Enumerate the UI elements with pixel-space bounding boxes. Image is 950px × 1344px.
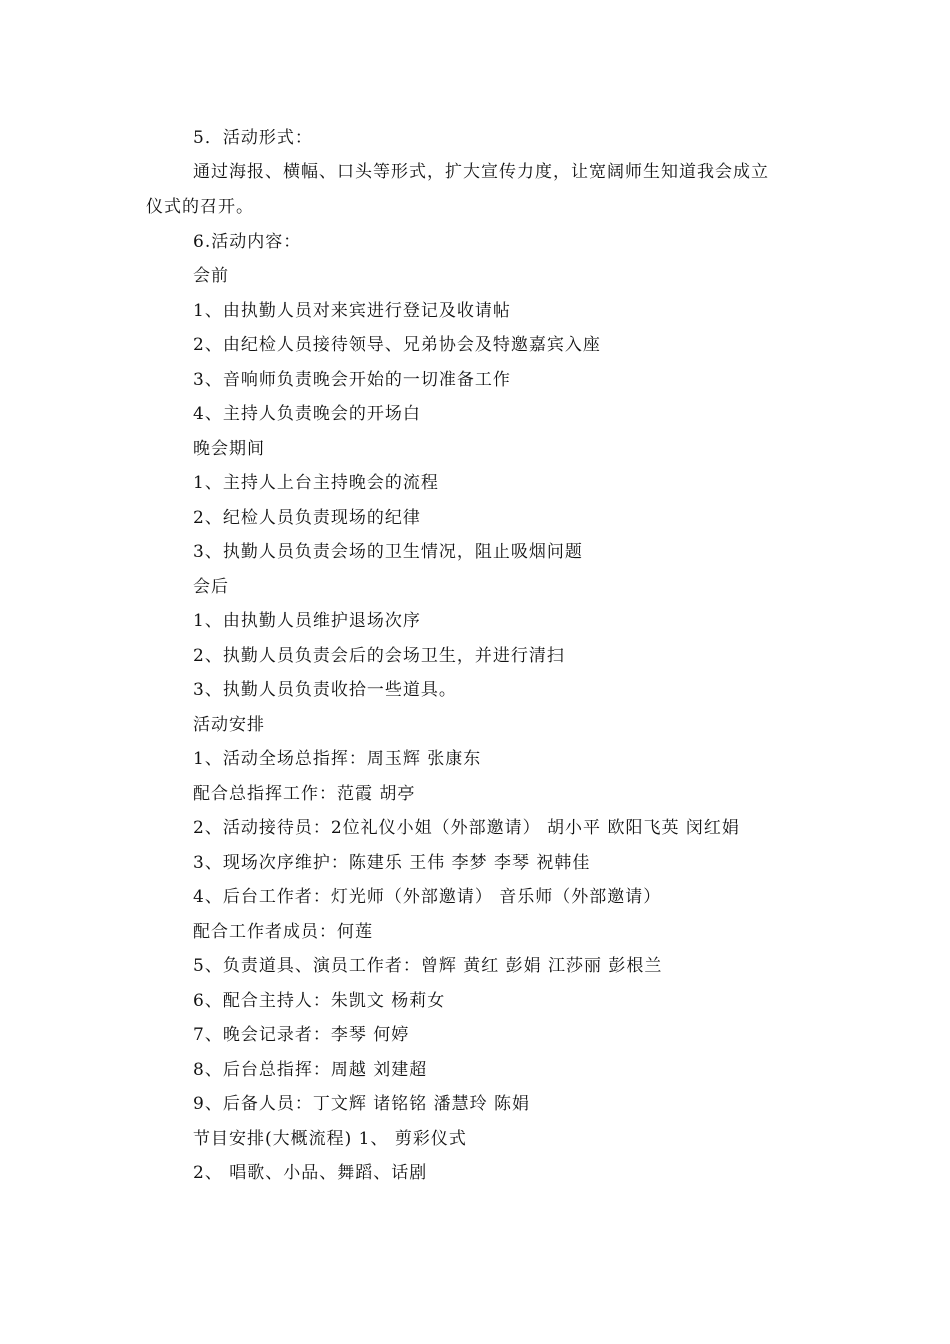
- list-item: 1、由执勤人员维护退场次序: [193, 611, 421, 631]
- list-item: 8、后台总指挥：周越 刘建超: [193, 1060, 428, 1080]
- list-item: 3、执勤人员负责收拾一些道具。: [193, 680, 457, 700]
- list-item: 配合总指挥工作：范霞 胡亭: [193, 784, 416, 804]
- list-item: 9、后备人员：丁文辉 诸铭铭 潘慧玲 陈娟: [193, 1094, 531, 1114]
- list-item: 2、活动接待员：2位礼仪小姐（外部邀请） 胡小平 欧阳飞英 闵红娟: [193, 818, 740, 838]
- subheading-activity-arrangement: 活动安排: [193, 715, 265, 735]
- subheading-before-meeting: 会前: [193, 266, 229, 286]
- list-item: 3、执勤人员负责会场的卫生情况，阻止吸烟问题: [193, 542, 583, 562]
- program-arrangement-line: 节目安排(大概流程) 1、 剪彩仪式: [193, 1129, 467, 1149]
- list-item: 1、由执勤人员对来宾进行登记及收请帖: [193, 301, 511, 321]
- list-item: 6、配合主持人：朱凯文 杨莉女: [193, 991, 446, 1011]
- list-item: 2、由纪检人员接待领导、兄弟协会及特邀嘉宾入座: [193, 335, 601, 355]
- list-item: 3、现场次序维护：陈建乐 王伟 李梦 李琴 祝韩佳: [193, 853, 591, 873]
- list-item: 2、执勤人员负责会后的会场卫生，并进行清扫: [193, 646, 565, 666]
- list-item: 2、纪检人员负责现场的纪律: [193, 508, 421, 528]
- list-item: 5、负责道具、演员工作者：曾辉 黄红 彭娟 江莎丽 彭根兰: [193, 956, 663, 976]
- list-item: 配合工作者成员：何莲: [193, 922, 373, 942]
- list-item: 3、音响师负责晚会开始的一切准备工作: [193, 370, 511, 390]
- list-item: 7、晚会记录者：李琴 何婷: [193, 1025, 410, 1045]
- section-heading-activity-content: 6.活动内容：: [193, 232, 302, 252]
- paragraph-line: 仪式的召开。: [146, 197, 254, 217]
- subheading-during-party: 晚会期间: [193, 439, 265, 459]
- section-heading-activity-form: 5．活动形式：: [193, 128, 313, 148]
- list-item: 2、 唱歌、小品、舞蹈、话剧: [193, 1163, 428, 1183]
- list-item: 1、主持人上台主持晚会的流程: [193, 473, 439, 493]
- list-item: 1、活动全场总指挥：周玉辉 张康东: [193, 749, 482, 769]
- subheading-after-meeting: 会后: [193, 577, 229, 597]
- list-item: 4、后台工作者：灯光师（外部邀请） 音乐师（外部邀请）: [193, 887, 662, 907]
- paragraph-line: 通过海报、横幅、口头等形式，扩大宣传力度，让宽阔师生知道我会成立: [193, 162, 769, 182]
- list-item: 4、主持人负责晚会的开场白: [193, 404, 421, 424]
